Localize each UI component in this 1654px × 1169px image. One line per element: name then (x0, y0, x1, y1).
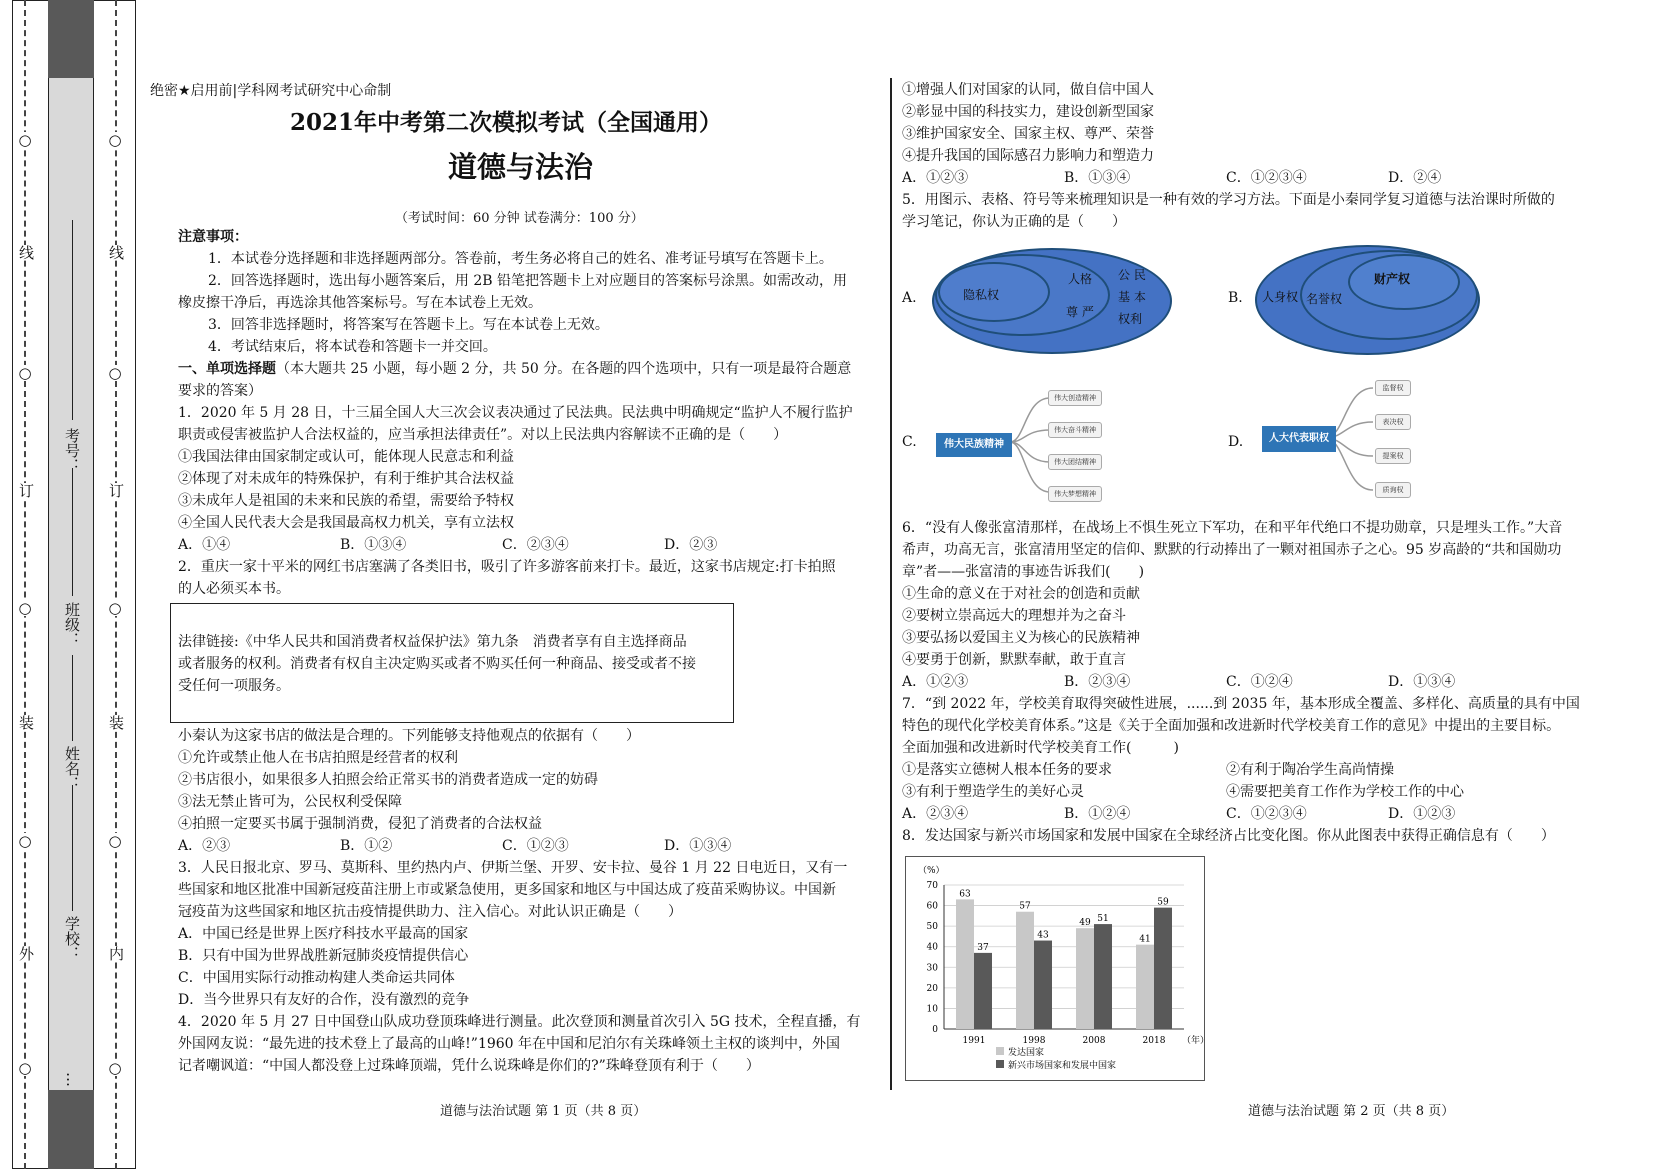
q1-option-a: A．①④ (178, 537, 231, 553)
diagA-label-citizen: 公 民 (1118, 268, 1146, 282)
q8-line: 8．发达国家与新兴市场国家和发展中国家在全球经济占比变化图。你从此图表中获得正确信息有（ ） (902, 828, 1555, 844)
q7-option-a: A．②③④ (902, 806, 969, 822)
q3-line: 些国家和地区批准中国新冠疫苗注册上市或紧急使用，更多国家和地区与中国达成了疫苗采购协议。中国新 (178, 882, 836, 898)
chart-ytick-label: 40 (926, 942, 938, 953)
section1-desc: （本大题共 25 小题，每小题 2 分，共 50 分。在各题的四个选项中，只有一项是最符合题意 (276, 361, 852, 377)
q3-option-a: A．中国已经是世界上医疗科技水平最高的国家 (178, 926, 469, 942)
q7-option-c: C．①②③④ (1226, 806, 1307, 822)
diagA-label-privacy: 隐私权 (963, 288, 1000, 302)
binding-strip-gray (48, 0, 94, 1169)
circle-mark: ○ (108, 364, 122, 382)
diagC-leaf: 伟大团结精神 (1048, 454, 1102, 470)
diagB-label-personal: 人身权 (1262, 290, 1299, 304)
chart-legend-label: 发达国家 (1008, 1048, 1045, 1058)
q2-option-a: A．②③ (178, 838, 231, 854)
chart-legend-label: 新兴市场国家和发展中国家 (1008, 1061, 1117, 1071)
page-divider (890, 78, 892, 1090)
chart-ytick-label: 60 (926, 901, 938, 912)
q4-option-d: D．②④ (1388, 170, 1442, 186)
circle-mark: ○ (18, 364, 32, 382)
inner-mark-ding: 订 (107, 483, 125, 498)
q4-option-b: B．①③④ (1064, 170, 1131, 186)
circle-mark: ○ (18, 599, 32, 617)
note-line: 4．考试结束后，将本试卷和答题卡一并交回。 (208, 339, 497, 355)
q5-option-a-letter: A. (902, 290, 917, 306)
chart-xtick-label: 1991 (962, 1036, 986, 1046)
note-line: 3．回答非选择题时，将答案写在答题卡上。写在本试卷上无效。 (208, 317, 609, 333)
chart-data-label: 57 (1019, 901, 1031, 912)
law-box-line: 或者服务的权利。消费者有权自主决定购买或者不购买任何一种商品、接受或者不接 (178, 656, 696, 672)
circle-mark: ○ (108, 131, 122, 149)
notes-heading: 注意事项： (178, 229, 248, 245)
chart-data-label: 49 (1079, 918, 1091, 929)
bar-chart-frame (905, 856, 1210, 1081)
q1-option-d: D．②③ (664, 537, 718, 553)
diagB-label-property: 财产权 (1374, 272, 1411, 286)
q3-line: 冠疫苗为这些国家和地区抗击疫情提供助力、注入信心。对此认识正确是（ ） (178, 904, 682, 920)
q5-option-c-letter: C. (902, 434, 917, 450)
law-box-line: 受任何一项服务。 (178, 678, 290, 694)
outer-mark-zhuang: 装 (17, 715, 35, 730)
diagC-center-node: 伟大民族精神 (936, 433, 1012, 457)
q4-line: 记者嘲讽道：“中国人都没登上过珠峰顶端，凭什么说珠峰是你们的?”珠峰登顶有利于（ ） (178, 1058, 760, 1074)
q6-item: ④要勇于创新，默默奉献，敢于直言 (902, 652, 1126, 668)
note-line: 1．本试卷分选择题和非选择题两部分。答卷前，考生务必将自己的姓名、准考证号填写在答题卡上。 (208, 251, 833, 267)
inner-mark-line: 线 (107, 245, 125, 260)
q6-line: 希声，功高无言，张富清用坚定的信仰、默默的行动捧出了一颗对祖国赤子之心。95 岁高龄的“共和国勋功 (902, 542, 1562, 558)
q7-line: 全面加强和改进新时代学校美育工作( ) (902, 740, 1179, 756)
chart-ytick-label: 0 (932, 1025, 938, 1035)
circle-mark: ○ (108, 1059, 122, 1077)
exam-time: （考试时间：60 分钟 试卷满分：100 分） (395, 211, 644, 226)
q2-item: ②书店很小，如果很多人拍照会给正常买书的消费者造成一定的妨碍 (178, 772, 598, 788)
q4-item: ③维护国家安全、国家主权、尊严、荣誉 (902, 126, 1154, 142)
chart-legend-swatch (996, 1060, 1004, 1068)
q6-option-c: C．①②④ (1226, 674, 1293, 690)
strip-ellipsis: … (63, 1072, 81, 1087)
diagD-leaf: 质询权 (1375, 482, 1411, 498)
q7-line: 7．“到 2022 年，学校美育取得突破性进展，......到 2035 年，基本形成全覆盖、多样化、高质量的具有中国 (902, 696, 1580, 712)
diagD-leaf: 表决权 (1375, 414, 1411, 430)
chart-ylabel: （%） (918, 866, 945, 876)
footer-left: 道德与法治试题 第 1 页（共 8 页） (440, 1104, 647, 1119)
q4-line: 外国网友说：“最先进的技术登上了最高的山峰!”1960 年在中国和尼泊尔有关珠峰领土主权的谈判中，外国 (178, 1036, 841, 1052)
inner-mark-nei: 内 (107, 946, 125, 961)
chart-data-label: 59 (1157, 897, 1169, 908)
q2-item: ④拍照一定要买书属于强制消费，侵犯了消费者的合法权益 (178, 816, 542, 832)
inner-mark-zhuang: 装 (107, 715, 125, 730)
q6-item: ①生命的意义在于对社会的创造和贡献 (902, 586, 1140, 602)
chart-bar (1034, 941, 1052, 1029)
diagC-leaf: 伟大创造精神 (1048, 390, 1102, 406)
q6-option-a: A．①②③ (902, 674, 969, 690)
q6-line: 6．“没有人像张富清那样，在战场上不惧生死立下军功，在和平年代绝口不提功勋章，只是埋头工作。”大音 (902, 520, 1563, 536)
q7-item: ④需要把美育工作作为学校工作的中心 (1226, 784, 1464, 800)
circle-mark: ○ (18, 1059, 32, 1077)
q5-option-d-letter: D. (1228, 434, 1244, 450)
q7-item: ②有利于陶冶学生高尚情操 (1226, 762, 1394, 778)
law-box-line: 法律链接:《中华人民共和国消费者权益保护法》第九条 消费者享有自主选择商品 (178, 634, 687, 650)
chart-ytick-label: 30 (926, 963, 938, 974)
q3-option-c: C．中国用实际行动推动构建人类命运共同体 (178, 970, 455, 986)
field-school-line (72, 785, 73, 911)
chart-legend-swatch (996, 1047, 1004, 1055)
section1-title: 一、单项选择题 (178, 361, 276, 377)
circle-mark: ○ (108, 599, 122, 617)
q4-item: ②彰显中国的科技实力，建设创新型国家 (902, 104, 1154, 120)
q2-line: 2．重庆一家十平米的网红书店塞满了各类旧书，吸引了许多游客前来打卡。最近，这家书店规定:打卡拍照 (178, 559, 836, 575)
chart-ytick-label: 70 (926, 881, 938, 891)
chart-bar (1016, 912, 1034, 1029)
section1-heading (178, 359, 851, 381)
field-name-label: 姓名： (63, 746, 81, 791)
q2-option-b: B．①② (340, 838, 393, 854)
q4-item: ④提升我国的国际感召力影响力和塑造力 (902, 148, 1154, 164)
q1-line: 1．2020 年 5 月 28 日，十三届全国人大三次会议表决通过了民法典。民法典中明确规定“监护人不履行监护 (178, 405, 853, 421)
q2-item: ①允许或禁止他人在书店拍照是经营者的权利 (178, 750, 458, 766)
q3-option-b: B．只有中国为世界战胜新冠肺炎疫情提供信心 (178, 948, 469, 964)
q3-line: 3．人民日报北京、罗马、莫斯科、里约热内卢、伊斯兰堡、开罗、安卡拉、曼谷 1 月 22 日电近日，又有一 (178, 860, 848, 876)
outer-mark-line: 线 (17, 245, 35, 260)
circle-mark: ○ (18, 832, 32, 850)
q6-line: 章”者——张富清的事迹告诉我们( ) (902, 564, 1145, 580)
circle-mark: ○ (108, 832, 122, 850)
chart-xtick-label: 2008 (1082, 1036, 1106, 1046)
q2-line: 的人必须买本书。 (178, 581, 290, 597)
q3-option-d: D．当今世界只有友好的合作，没有激烈的竞争 (178, 992, 470, 1008)
bar-chart (906, 857, 1210, 1079)
q2-item: ③法无禁止皆可为，公民权利受保障 (178, 794, 402, 810)
q4-line: 4．2020 年 5 月 27 日中国登山队成功登顶珠峰进行测量。此次登顶和测量首次引入 5G 技术，全程直播，有 (178, 1014, 861, 1030)
diagA-label-personality: 人格 (1068, 272, 1093, 286)
outer-mark-ding: 订 (17, 483, 35, 498)
chart-xtick-label: 1998 (1022, 1036, 1046, 1046)
q6-option-d: D．①③④ (1388, 674, 1456, 690)
chart-xunit: （年） (1182, 1036, 1210, 1046)
chart-ytick-label: 50 (926, 922, 938, 933)
chart-bar (1154, 908, 1172, 1029)
binding-strip-dark-bottom (48, 1090, 94, 1169)
q6-item: ②要树立崇高远大的理想并为之奋斗 (902, 608, 1126, 624)
chart-ytick-label: 10 (926, 1004, 938, 1015)
q4-option-a: A．①②③ (902, 170, 969, 186)
chart-xtick-label: 2018 (1142, 1036, 1166, 1046)
field-school-label: 学校： (63, 916, 81, 961)
chart-bar (956, 899, 974, 1029)
field-class-label: 班级： (63, 602, 81, 647)
footer-right: 道德与法治试题 第 2 页（共 8 页） (1248, 1104, 1455, 1119)
outer-mark-wai: 外 (17, 946, 35, 961)
q1-option-c: C．②③④ (502, 537, 569, 553)
binding-strip-dark-top (48, 0, 94, 78)
chart-ytick-label: 20 (926, 983, 938, 994)
chart-data-label: 41 (1139, 934, 1151, 945)
note-line: 橡皮擦干净后，再选涂其他答案标号。写在本试卷上无效。 (178, 295, 542, 311)
confidential-line: 绝密★启用前|学科网考试研究中心命制 (150, 83, 392, 99)
note-line: 2．回答选择题时，选出每小题答案后，用 2B 铅笔把答题卡上对应题目的答案标号涂黑。如需改动，用 (208, 273, 848, 289)
chart-bar (1094, 924, 1112, 1029)
diagD-leaf: 监督权 (1375, 380, 1411, 396)
q4-option-c: C．①②③④ (1226, 170, 1307, 186)
q2-option-d: D．①③④ (664, 838, 732, 854)
chart-data-label: 63 (959, 889, 971, 900)
field-class-line (72, 468, 73, 596)
q1-item: ④全国人民代表大会是我国最高权力机关，享有立法权 (178, 515, 514, 531)
field-exam-number-line (72, 220, 73, 420)
q5-line: 学习笔记，你认为正确的是（ ） (902, 214, 1126, 230)
q6-item: ③要弘扬以爱国主义为核心的民族精神 (902, 630, 1140, 646)
chart-data-label: 51 (1097, 914, 1109, 925)
section1-desc2: 要求的答案） (178, 383, 262, 399)
chart-data-label: 43 (1037, 930, 1049, 941)
chart-bar (1076, 928, 1094, 1029)
q4-item: ①增强人们对国家的认同，做自信中国人 (902, 82, 1154, 98)
q5-option-b-letter: B. (1228, 290, 1243, 306)
q6-option-b: B．②③④ (1064, 674, 1131, 690)
q1-item: ②体现了对未成年的特殊保护，有利于维护其合法权益 (178, 471, 514, 487)
exam-subject: 道德与法治 (448, 150, 594, 184)
inner-cut-line (115, 0, 117, 1169)
diagD-leaf: 提案权 (1375, 448, 1411, 464)
circle-mark: ○ (18, 131, 32, 149)
diagA-label-rights: 权利 (1118, 312, 1143, 326)
chart-data-label: 37 (977, 942, 989, 953)
q5-line: 5．用图示、表格、符号等来梳理知识是一种有效的学习方法。下面是小秦同学复习道德与法治课时所做的 (902, 192, 1555, 208)
q7-item: ①是落实立德树人根本任务的要求 (902, 762, 1112, 778)
field-name-line (72, 655, 73, 741)
diagD-center-node: 人大代表职权 (1262, 426, 1336, 452)
q2-option-c: C．①②③ (502, 838, 569, 854)
q7-line: 特色的现代化学校美育体系。”这是《关于全面加强和改进新时代学校美育工作的意见》中提出的主要目标。 (902, 718, 1561, 734)
diagB-label-reputation: 名誉权 (1306, 292, 1343, 306)
chart-bar (974, 953, 992, 1029)
q1-option-b: B．①③④ (340, 537, 407, 553)
q1-item: ③未成年人是祖国的未来和民族的希望，需要给予特权 (178, 493, 514, 509)
outer-cut-line (24, 0, 26, 1169)
q7-item: ③有利于塑造学生的美好心灵 (902, 784, 1084, 800)
q1-line: 职责或侵害被监护人合法权益的，应当承担法律责任”。对以上民法典内容解读不正确的是（ ） (178, 427, 788, 443)
diagA-label-basic: 基 本 (1118, 290, 1146, 304)
exam-title: 2021年中考第二次模拟考试（全国通用） (290, 109, 723, 136)
field-exam-number-label: 考号： (63, 428, 81, 473)
q7-option-d: D．①②③ (1388, 806, 1456, 822)
chart-bar (1136, 945, 1154, 1029)
q1-item: ①我国法律由国家制定或认可，能体现人民意志和利益 (178, 449, 514, 465)
q2-line: 小秦认为这家书店的做法是合理的。下列能够支持他观点的依据有（ ） (178, 728, 640, 744)
q7-option-b: B．①②④ (1064, 806, 1131, 822)
diagC-leaf: 伟大奋斗精神 (1048, 422, 1102, 438)
diagC-leaf: 伟大梦想精神 (1048, 486, 1102, 502)
diagA-label-dignity: 尊 严 (1066, 305, 1094, 319)
